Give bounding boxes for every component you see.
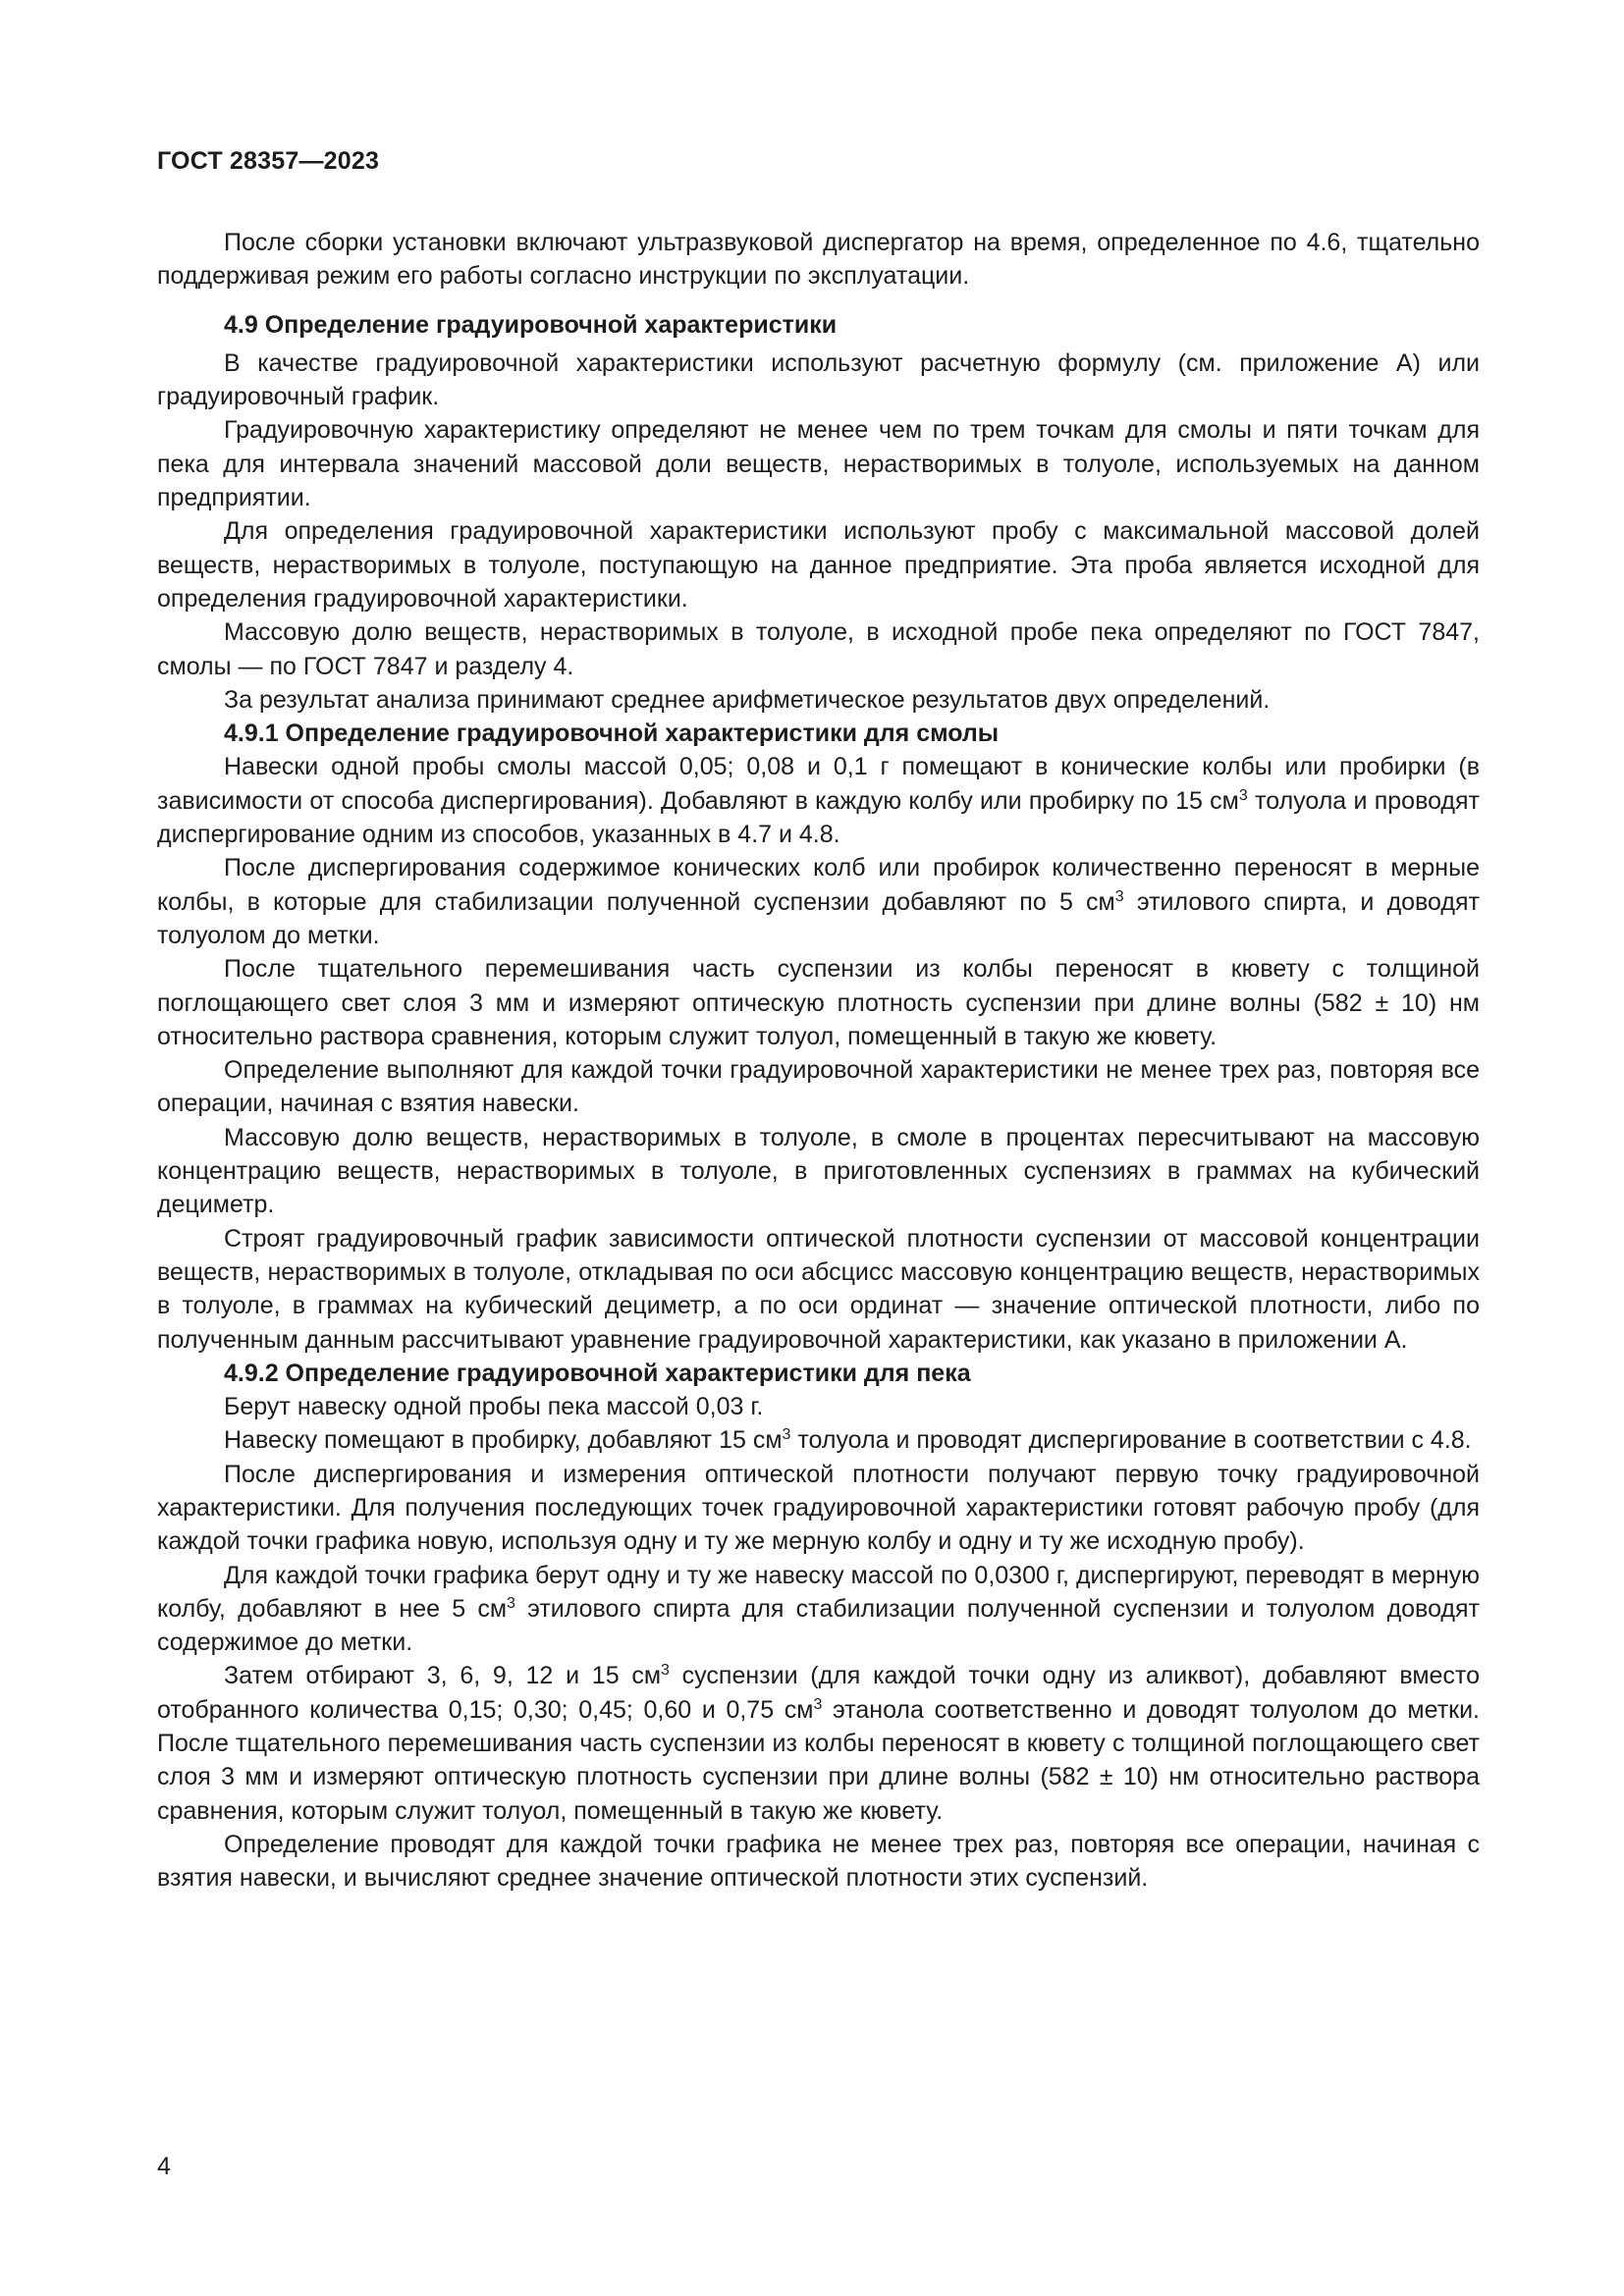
text-run: толуола и проводят диспергирование одним из способов, указанных в 4.7 и 4.8.: [157, 786, 1481, 849]
paragraph: Для определения градуировочной характеристики используют пробу с максимальной массовой долей веществ, нерастворимых в толуоле, поступающую на данное предприятие. Эта проба является исходной для определения градуировочной характеристики.: [157, 517, 1480, 613]
paragraph: [157, 851, 1480, 952]
paragraph: Берут навеску одной пробы пека массой 0,03 г.: [224, 1393, 764, 1421]
superscript: 3: [661, 1662, 670, 1680]
superscript: 3: [1114, 887, 1124, 905]
paragraph: Определение проводят для каждой точки графика не менее трех раз, повторяя все операции, начиная с взятия навески, и вычисляют среднее значение оптической плотности этих суспензий.: [157, 1830, 1480, 1893]
paragraph: Градуировочную характеристику определяют не менее чем по трем точкам для смолы и пяти точкам для пека для интервала значений массовой доли веществ, нерастворимых в толуоле, используемых на данном предприятии.: [157, 416, 1480, 512]
paragraph: Массовую долю веществ, нерастворимых в толуоле, в смоле в процентах пересчитывают на массовую концентрацию веществ, нерастворимых в толуоле, в приготовленных суспензиях в граммах на кубический дециметр.: [157, 1123, 1480, 1219]
text-run: Затем отбирают 3, 6, 9, 12 и 15 см: [224, 1662, 662, 1690]
paragraph: За результат анализа принимают среднее арифметическое результатов двух определений.: [224, 685, 1271, 714]
text-run: этилового спирта для стабилизации полученной суспензии и толуолом доводят содержимое до метки.: [157, 1594, 1480, 1657]
superscript: 3: [813, 1695, 823, 1713]
text-run: Навески одной пробы смолы массой 0,05; 0,08 и 0,1 г помещают в конические колбы или пробирки (в зависимости от способа диспергирования). Добавляют в каждую колбу или пробирку по 15 см: [157, 753, 1480, 815]
page-number: 4: [157, 2153, 171, 2180]
document-header: ГОСТ 28357—2023: [157, 147, 380, 175]
text-run: Для каждой точки графика берут одну и ту же навеску массой по 0,0300 г, диспергируют, переводят в мерную колбу, добавляют в нее 5 см: [157, 1561, 1480, 1623]
paragraph: [157, 750, 1480, 851]
paragraph: В качестве градуировочной характеристики используют расчетную формулу (см. приложение А) или градуировочный график.: [157, 348, 1480, 411]
paragraph: После диспергирования и измерения оптической плотности получают первую точку градуировочной характеристики. Для получения последующих точек градуировочной характеристики готовят рабочую пробу (для каждой точки графика новую, используя одну и ту же мерную колбу и одну и ту же исходную пробу).: [157, 1460, 1480, 1556]
superscript: 3: [1238, 786, 1248, 804]
section-heading-4-9-2: 4.9.2 Определение градуировочной характеристики для пека: [224, 1359, 971, 1387]
paragraph: Определение выполняют для каждой точки градуировочной характеристики не менее трех раз, повторяя все операции, начиная с взятия навески.: [157, 1056, 1480, 1118]
paragraph: [157, 1423, 1480, 1457]
document-body: [157, 226, 1480, 1896]
text-run: суспензии (для каждой точки одну из аликвот), добавляют вместо отобранного количества 0,15; 0,30; 0,45; 0,60 и 0,75 см: [157, 1662, 1480, 1724]
paragraph: Массовую долю веществ, нерастворимых в толуоле, в исходной пробе пека определяют по ГОСТ 7847, смолы — по ГОСТ 7847 и разделу 4.: [157, 618, 1480, 680]
paragraph: [157, 1559, 1480, 1660]
section-heading-4-9-1: 4.9.1 Определение градуировочной характеристики для смолы: [224, 720, 1000, 748]
paragraph: [157, 1659, 1480, 1827]
text-run: После диспергирования содержимое конических колб или пробирок количественно переносят в мерные колбы, в которые для стабилизации полученной суспензии добавляют по 5 см: [157, 854, 1480, 916]
text-run: этилового спирта, и доводят толуолом до метки.: [157, 887, 1480, 949]
text-run: этанола соответственно и доводят толуолом до метки. После тщательного перемешивания часть суспензии из колбы переносят в кювету с толщиной поглощающего свет слоя 3 мм и измеряют оптическую плотность суспензии при длине волны (582 ± 10) нм относительно раствора сравнения, которым служит толуол, помещенный в такую же кювету.: [157, 1695, 1480, 1825]
superscript: 3: [782, 1426, 791, 1444]
section-heading-4-9: 4.9 Определение градуировочной характеристики: [224, 310, 838, 339]
paragraph: После тщательного перемешивания часть суспензии из колбы переносят в кювету с толщиной поглощающего свет слоя 3 мм и измеряют оптическую плотность суспензии при длине волны (582 ± 10) нм относительно раствора сравнения, которым служит толуол, помещенный в такую же кювету.: [157, 955, 1480, 1050]
paragraph: После сборки установки включают ультразвуковой диспергатор на время, определенное по 4.6, тщательно поддерживая режим его работы согласно инструкции по эксплуатации.: [157, 229, 1480, 291]
text-run: толуола и проводят диспергирование в соответствии с 4.8.: [790, 1426, 1472, 1455]
paragraph: Строят градуировочный график зависимости оптической плотности суспензии от массовой концентрации веществ, нерастворимых в толуоле, откладывая по оси абсцисс массовую концентрацию веществ, нерастворимых в толуоле, в граммах на кубический дециметр, а по оси ординат — значение оптической плотности, либо по полученным данным рассчитывают уравнение градуировочной характеристики, как указано в приложении А.: [157, 1224, 1480, 1354]
superscript: 3: [507, 1594, 515, 1612]
text-run: Навеску помещают в пробирку, добавляют 15 см: [224, 1426, 783, 1455]
